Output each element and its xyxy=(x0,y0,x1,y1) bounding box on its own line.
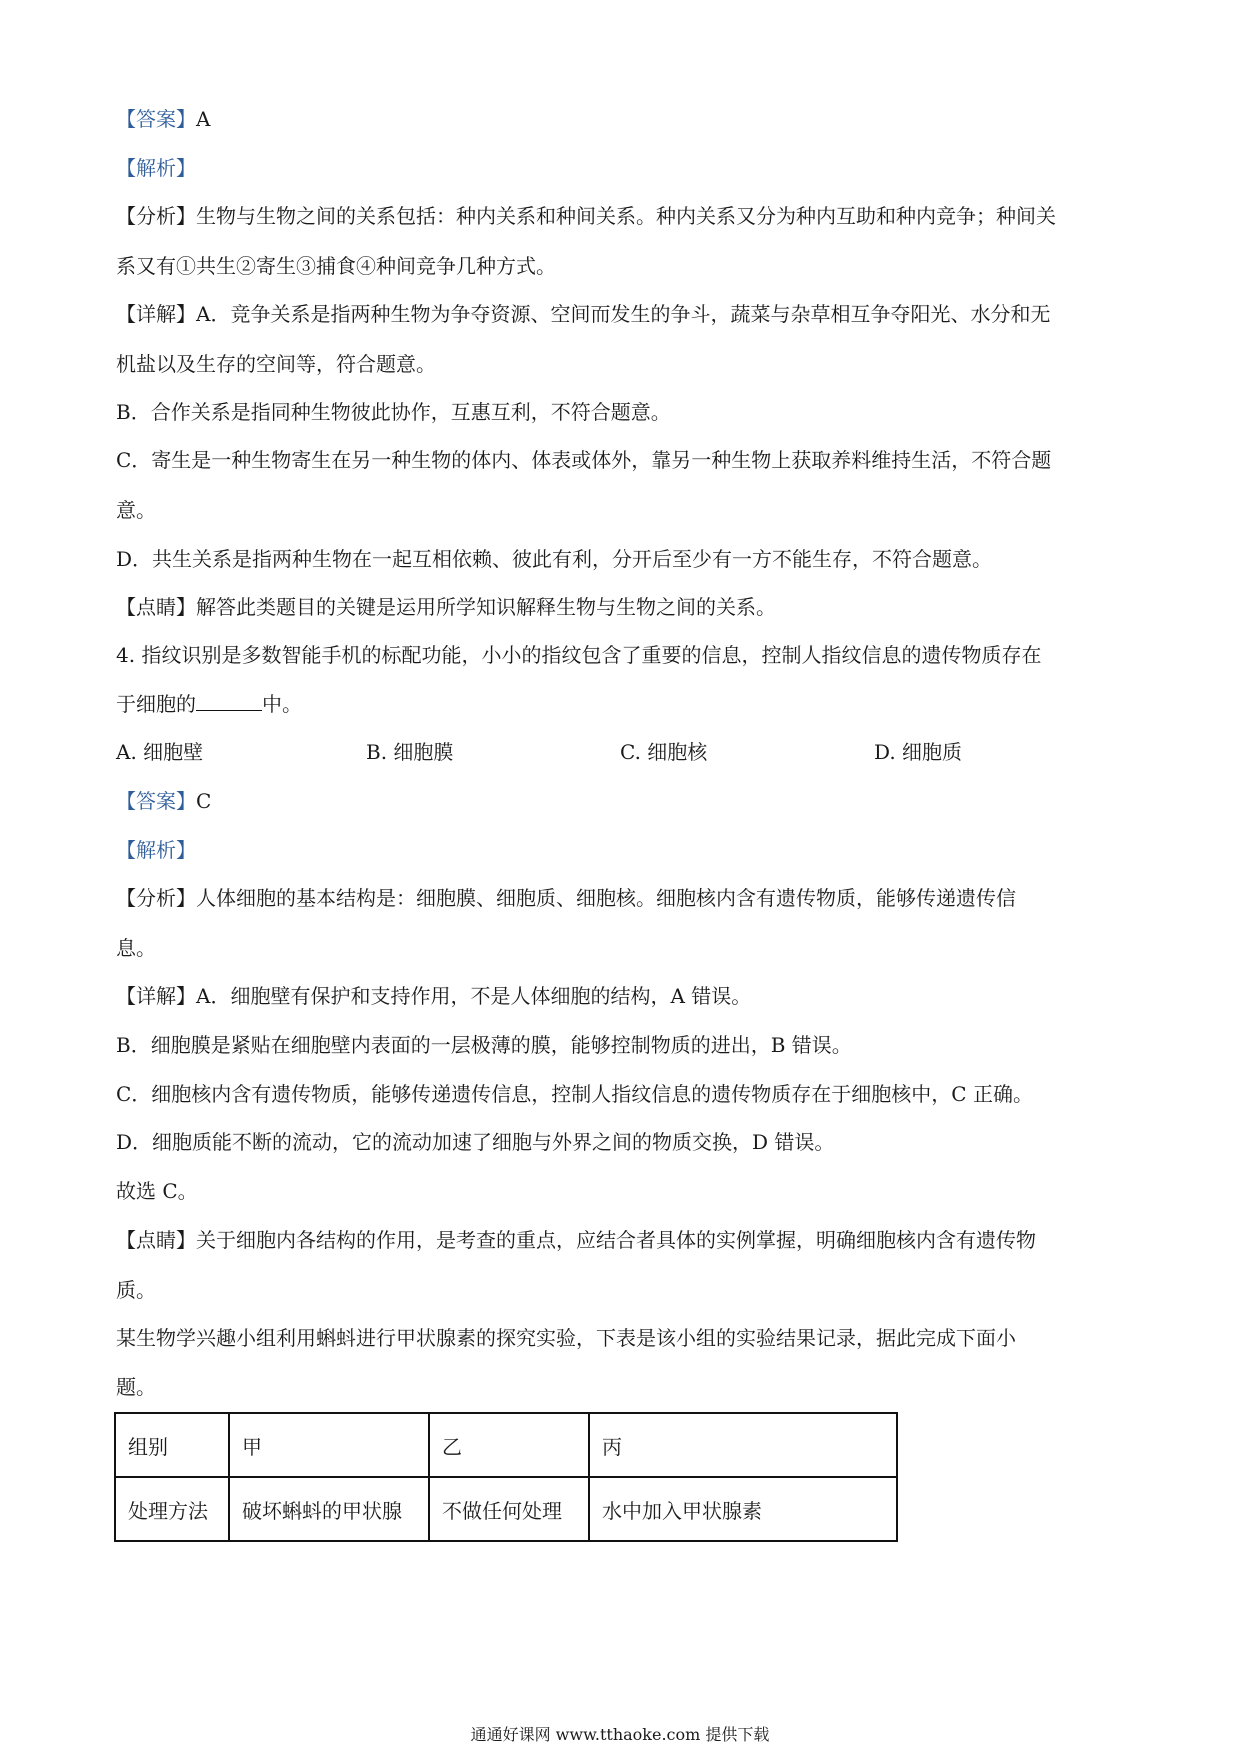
stem-post: 中。 xyxy=(262,692,302,716)
question-4-stem: 4. 指纹识别是多数智能手机的标配功能，小小的指纹包含了重要的信息，控制人指纹信息的遗传物质存在 xyxy=(116,643,1042,667)
experiment-table xyxy=(114,1412,898,1542)
detail-c: C．寄生是一种生物寄生在另一种生物的体内、体表或体外，靠另一种生物上获取养料维持生活，不符合题 xyxy=(116,448,1052,472)
table-cell: 处理方法 xyxy=(115,1477,229,1541)
table-cell: 破坏蝌蚪的甲状腺 xyxy=(229,1477,429,1541)
experiment-intro: 某生物学兴趣小组利用蝌蚪进行甲状腺素的探究实验，下表是该小组的实验结果记录，据此完成下面小 xyxy=(116,1326,1016,1350)
answer-line-q4 xyxy=(116,787,1136,815)
fenxi-text-q4: 人体细胞的基本结构是：细胞膜、细胞质、细胞核。细胞核内含有遗传物质，能够传递遗传信 xyxy=(196,886,1016,910)
option-b: B. 细胞膜 xyxy=(366,740,454,764)
table-cell: 甲 xyxy=(229,1413,429,1477)
detail-paragraph-q4 xyxy=(116,982,1136,1010)
dianjing-paragraph xyxy=(116,593,1136,621)
stem-pre: 于细胞的 xyxy=(116,692,196,716)
question-4-stem-cont xyxy=(116,690,1136,718)
answer-line xyxy=(116,105,1136,133)
option-d: D. 细胞质 xyxy=(874,740,963,764)
fenxi-text: 生物与生物之间的关系包括：种内关系和种间关系。种内关系又分为种内互助和种内竞争；种间关 xyxy=(196,204,1056,228)
fenxi-tag-q4: 【分析】 xyxy=(116,886,196,910)
experiment-intro-cont: 题。 xyxy=(116,1375,156,1399)
table-cell: 乙 xyxy=(429,1413,589,1477)
analysis-heading: 【解析】 xyxy=(116,156,196,180)
detail-a-q4: A．细胞壁有保护和支持作用，不是人体细胞的结构，A 错误。 xyxy=(196,984,752,1008)
fenxi-tag: 【分析】 xyxy=(116,204,196,228)
detail-a-text: A．竞争关系是指两种生物为争夺资源、空间而发生的争斗，蔬菜与杂草相互争夺阳光、水分和无 xyxy=(196,302,1051,326)
detail-d-q4: D．细胞质能不断的流动，它的流动加速了细胞与外界之间的物质交换，D 错误。 xyxy=(116,1130,835,1154)
analysis-paragraph-q4 xyxy=(116,884,1136,912)
xiangjie-tag: 【详解】 xyxy=(116,302,196,326)
answer-tag: 【答案】 xyxy=(116,107,196,131)
analysis-heading-q4: 【解析】 xyxy=(116,838,196,862)
table-row xyxy=(115,1413,897,1477)
answer-tag-q4: 【答案】 xyxy=(116,789,196,813)
dianjing-tag-q4: 【点睛】 xyxy=(116,1228,196,1252)
detail-c-cont: 意。 xyxy=(116,498,156,522)
analysis-paragraph xyxy=(116,202,1136,230)
detail-b: B．合作关系是指同种生物彼此协作，互惠互利，不符合题意。 xyxy=(116,400,671,424)
detail-d: D．共生关系是指两种生物在一起互相依赖、彼此有利，分开后至少有一方不能生存，不符合题意。 xyxy=(116,547,993,571)
dianjing-text-q4: 关于细胞内各结构的作用，是考查的重点，应结合者具体的实例掌握，明确细胞核内含有遗传物 xyxy=(196,1228,1036,1252)
detail-a-cont: 机盐以及生存的空间等，符合题意。 xyxy=(116,352,436,376)
detail-b-q4: B．细胞膜是紧贴在细胞壁内表面的一层极薄的膜，能够控制物质的进出，B 错误。 xyxy=(116,1033,852,1057)
dianjing-q4-cont: 质。 xyxy=(116,1278,156,1302)
option-a: A. 细胞壁 xyxy=(116,740,204,764)
detail-paragraph xyxy=(116,300,1136,328)
table-cell: 水中加入甲状腺素 xyxy=(589,1477,897,1541)
detail-c-q4: C．细胞核内含有遗传物质，能够传递遗传信息，控制人指纹信息的遗传物质存在于细胞核中，C 正确。 xyxy=(116,1082,1033,1106)
answer-value: A xyxy=(196,107,211,131)
blank-underline xyxy=(196,690,262,711)
dianjing-paragraph-q4 xyxy=(116,1226,1136,1254)
analysis-paragraph-q4-cont: 息。 xyxy=(116,936,156,960)
xiangjie-tag-q4: 【详解】 xyxy=(116,984,196,1008)
table-cell: 不做任何处理 xyxy=(429,1477,589,1541)
table-cell: 组别 xyxy=(115,1413,229,1477)
table-row xyxy=(115,1477,897,1541)
dianjing-text: 解答此类题目的关键是运用所学知识解释生物与生物之间的关系。 xyxy=(196,595,776,619)
page-footer: 通通好课网 www.tthaoke.com 提供下载 xyxy=(470,1725,770,1744)
table-cell: 丙 xyxy=(589,1413,897,1477)
dianjing-tag: 【点睛】 xyxy=(116,595,196,619)
choose-line-q4: 故选 C。 xyxy=(116,1179,198,1203)
option-c: C. 细胞核 xyxy=(620,740,708,764)
answer-value-q4: C xyxy=(196,789,212,813)
analysis-paragraph-cont: 系又有①共生②寄生③捕食④种间竞争几种方式。 xyxy=(116,254,556,278)
